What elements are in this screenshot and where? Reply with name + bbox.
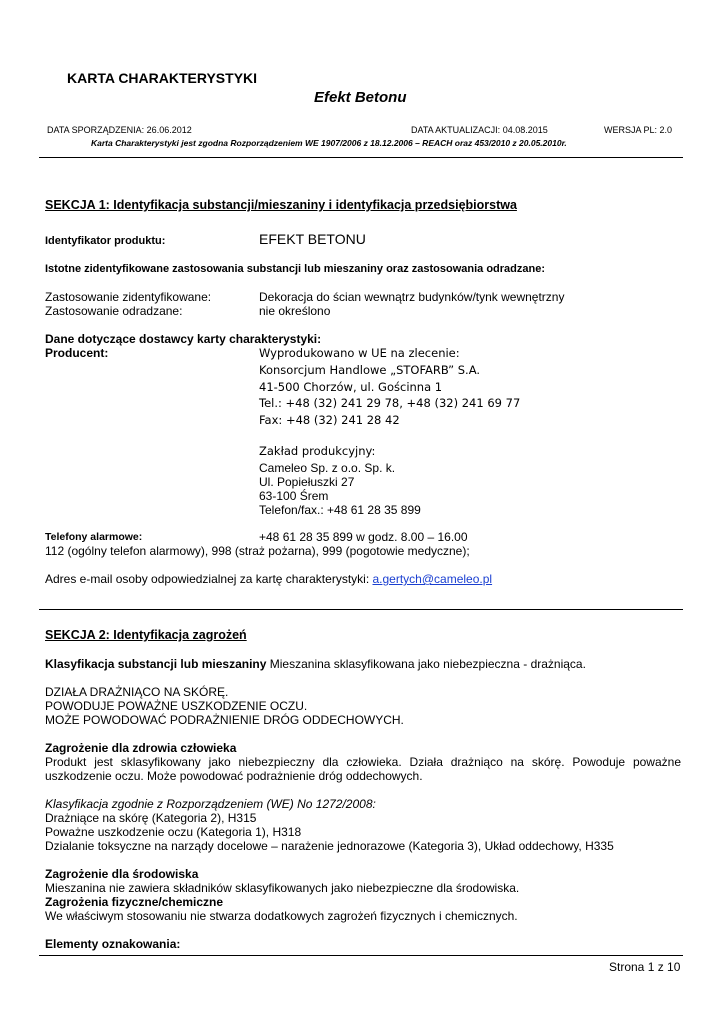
plant-line: 63-100 Śrem xyxy=(259,489,329,503)
env-heading: Zagrożenie dla środowiska xyxy=(45,867,199,881)
discouraged-use-value: nie określono xyxy=(259,304,331,318)
classification-value: Mieszanina sklasyfikowana jako niebezpieczna - drażniąca. xyxy=(269,657,586,671)
regulation-line: Drażniące na skórę (Kategoria 2), H315 xyxy=(45,811,257,825)
alarm-line2: 112 (ogólny telefon alarmowy), 998 (straż pożarna), 999 (pogotowie medyczne); xyxy=(45,544,470,558)
date-updated: DATA AKTUALIZACJI: 04.08.2015 xyxy=(411,125,548,135)
discouraged-use-label: Zastosowanie odradzane: xyxy=(45,304,183,318)
regulation-line: Poważne uszkodzenie oczu (Kategoria 1), H318 xyxy=(45,825,302,839)
supplier-heading: Dane dotyczące dostawcy karty charakterystyki: xyxy=(45,332,322,346)
uses-heading: Istotne zidentyfikowane zastosowania substancji lub mieszaniny oraz zastosowania odradzane: xyxy=(45,263,546,275)
product-title: Efekt Betonu xyxy=(314,89,407,106)
header-divider xyxy=(39,157,683,158)
page-number: Strona 1 z 10 xyxy=(609,960,681,974)
email-label: Adres e-mail osoby odpowiedzialnej za kartę charakterystyki: xyxy=(45,572,370,586)
producer-line: Tel.: +48 (32) 241 29 78, +48 (32) 241 69 77 xyxy=(259,396,521,410)
section1-title: SEKCJA 1: Identyfikacja substancji/mieszaniny i identyfikacja przedsiębiorstwa xyxy=(45,198,517,212)
date-created: DATA SPORZĄDZENIA: 26.06.2012 xyxy=(47,125,192,135)
plant-line: Telefon/fax.: +48 61 28 35 899 xyxy=(259,503,421,517)
product-id-label: Identyfikator produktu: xyxy=(45,235,166,247)
phys-heading: Zagrożenia fizyczne/chemiczne xyxy=(45,895,224,909)
classification-label: Klasyfikacja substancji lub mieszaniny xyxy=(45,657,267,671)
health-text: Produkt jest sklasyfikowany jako niebezpieczny dla człowieka. Działa drażniąco na skórę. Powoduje poważne uszkodzenie oczu. Może powodować podrażnienie dróg oddechowych. xyxy=(45,755,681,783)
document-type-title: KARTA CHARAKTERYSTYKI xyxy=(67,70,258,86)
identified-use-value: Dekoracja do ścian wewnątrz budynków/tynk wewnętrzny xyxy=(259,290,565,304)
alarm-label: Telefony alarmowe: xyxy=(45,531,143,543)
health-heading: Zagrożenie dla zdrowia człowieka xyxy=(45,741,237,755)
alarm-value: +48 61 28 35 899 w godz. 8.00 – 16.00 xyxy=(259,530,468,544)
identified-use-label: Zastosowanie zidentyfikowane: xyxy=(45,290,212,304)
producer-line: Fax: +48 (32) 241 28 42 xyxy=(259,413,400,427)
labeling-heading: Elementy oznakowania: xyxy=(45,937,181,951)
regulation-line: Dzialanie toksyczne na narządy docelowe – narażenie jednorazowe (Kategoria 3), Układ oddechowy, H335 xyxy=(45,839,614,853)
email-link[interactable]: a.gertych@cameleo.pl xyxy=(372,572,493,586)
phys-text: We właściwym stosowaniu nie stwarza dodatkowych zagrożeń fizycznych i chemicznych. xyxy=(45,909,518,923)
producer-line: Konsorcjum Handlowe „STOFARB” S.A. xyxy=(259,363,481,377)
regulation-heading: Klasyfikacja zgodnie z Rozporządzeniem (WE) No 1272/2008: xyxy=(45,797,376,811)
hazard-line: POWODUJE POWAŻNE USZKODZENIE OCZU. xyxy=(45,699,308,713)
plant-line: Zakład produkcyjny: xyxy=(259,444,376,458)
producer-line: Wyprodukowano w UE na zlecenie: xyxy=(259,346,460,360)
plant-line: Ul. Popiełuszki 27 xyxy=(259,475,355,489)
hazard-line: MOŻE POWODOWAĆ PODRAŻNIENIE DRÓG ODDECHOWYCH. xyxy=(45,713,404,727)
producer-label: Producent: xyxy=(45,346,109,360)
classification-row xyxy=(45,657,586,671)
producer-line: 41-500 Chorzów, ul. Gościnna 1 xyxy=(259,380,443,394)
footer-divider xyxy=(39,955,683,956)
plant-line: Cameleo Sp. z o.o. Sp. k. xyxy=(259,461,396,475)
version: WERSJA PL: 2.0 xyxy=(604,125,673,135)
section1-divider xyxy=(39,609,683,610)
compliance-note: Karta Charakterystyki jest zgodna Rozporządzeniem WE 1907/2006 z 18.12.2006 – REACH oraz 453/2010 z 20.05.2010r. xyxy=(91,138,567,148)
hazard-line: DZIAŁA DRAŻNIĄCO NA SKÓRĘ. xyxy=(45,685,229,699)
section2-title: SEKCJA 2: Identyfikacja zagrożeń xyxy=(45,628,247,642)
env-text: Mieszanina nie zawiera składników sklasyfikowanych jako niebezpieczne dla środowiska. xyxy=(45,881,520,895)
email-row xyxy=(45,572,492,586)
product-id-value: EFEKT BETONU xyxy=(259,231,366,247)
